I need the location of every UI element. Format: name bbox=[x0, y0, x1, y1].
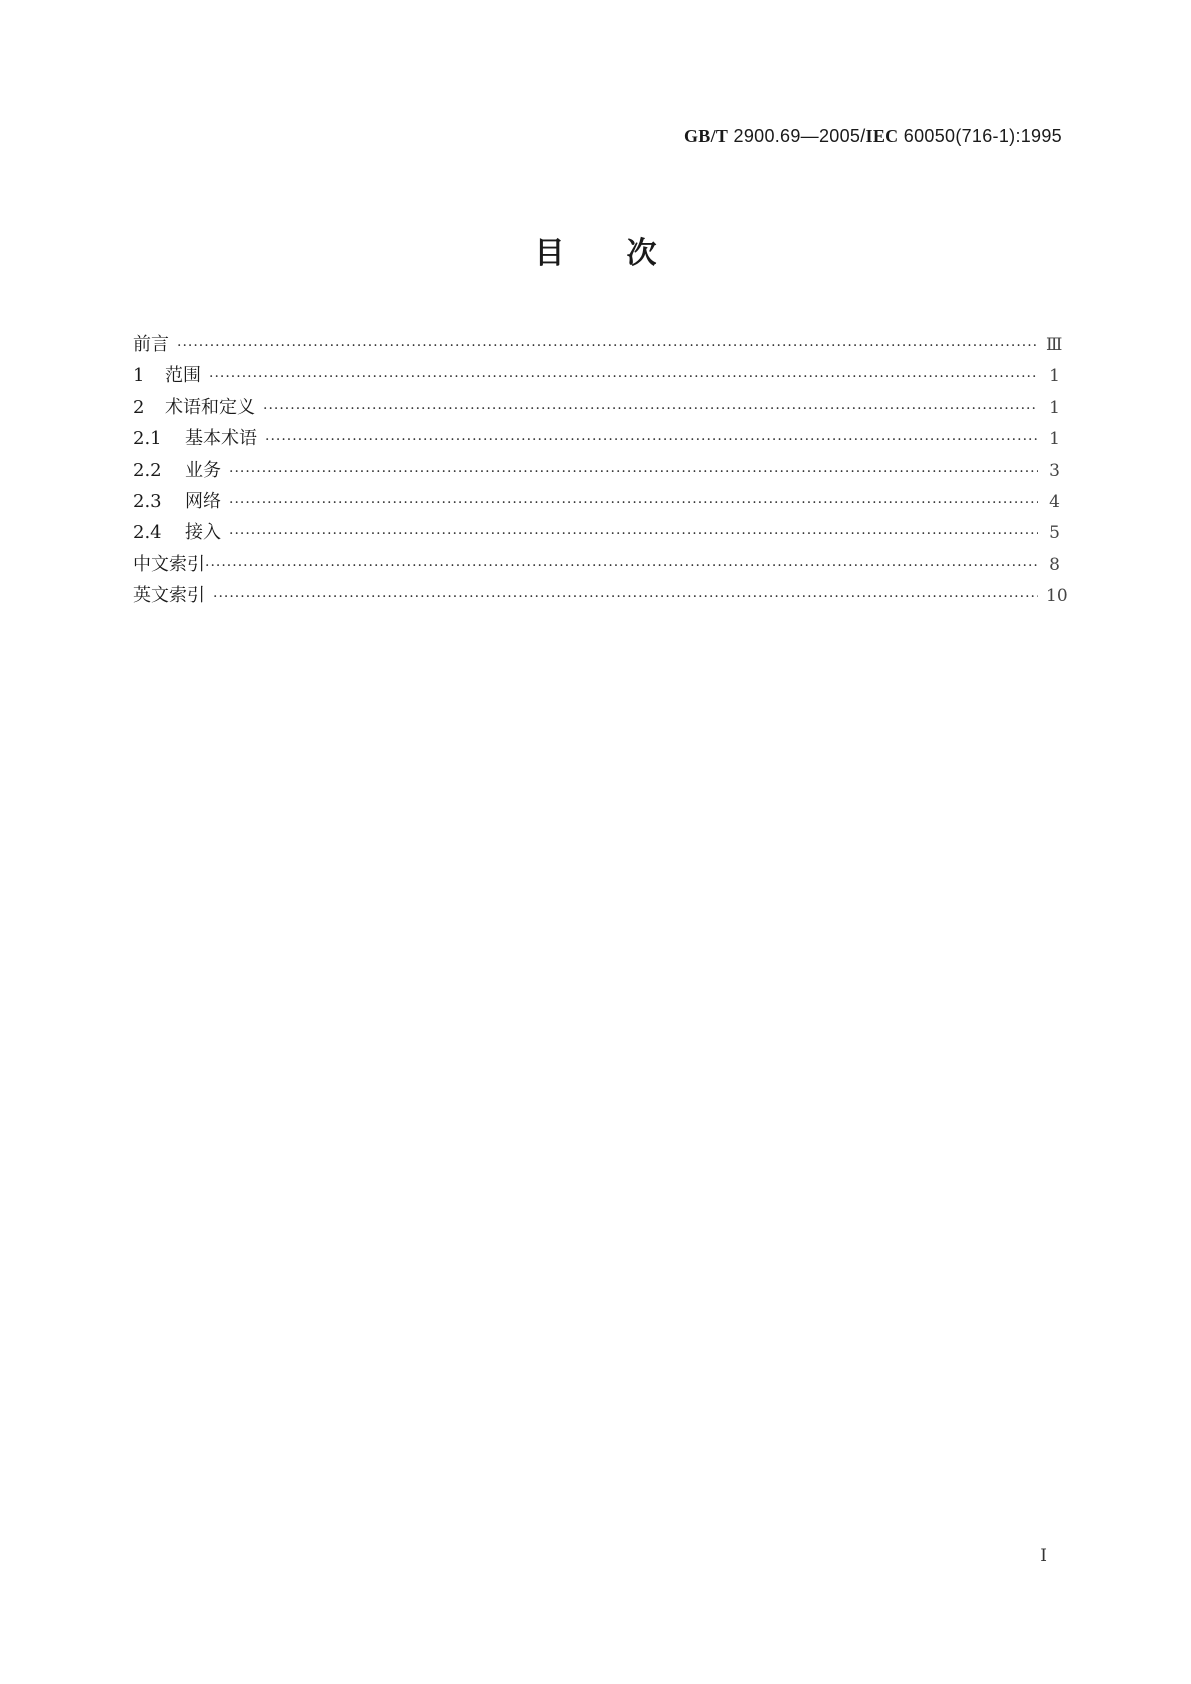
toc-entry-number: 2.4 bbox=[133, 522, 162, 544]
toc-entry-label: 前言 bbox=[133, 334, 169, 355]
standard-prefix: GB/T bbox=[683, 126, 729, 146]
toc-entry-label: 网络 bbox=[185, 490, 221, 512]
table-of-contents bbox=[133, 330, 1068, 613]
toc-entry-page: 4 bbox=[1049, 491, 1060, 512]
toc-entry-network[interactable] bbox=[133, 487, 1060, 518]
toc-entry-scope[interactable] bbox=[133, 361, 1060, 392]
toc-entry-page: 8 bbox=[1049, 554, 1060, 575]
toc-entry-page: 1 bbox=[1049, 397, 1060, 418]
toc-entry-page: 1 bbox=[1049, 429, 1060, 450]
standard-number-header bbox=[684, 126, 1062, 147]
toc-entry-number: 2.1 bbox=[133, 428, 162, 450]
dot-leader bbox=[229, 495, 1038, 511]
toc-entry-page: 10 bbox=[1046, 586, 1068, 607]
toc-entry-foreword[interactable] bbox=[133, 330, 1063, 361]
toc-entry-label: 业务 bbox=[185, 459, 221, 481]
iec-prefix: IEC bbox=[865, 126, 899, 146]
toc-entry-label: 范围 bbox=[165, 365, 201, 387]
toc-entry-page: 5 bbox=[1049, 523, 1060, 544]
toc-entry-page: Ⅲ bbox=[1046, 335, 1063, 355]
toc-entry-services[interactable] bbox=[133, 456, 1060, 487]
dot-leader bbox=[205, 558, 1038, 574]
toc-entry-access[interactable] bbox=[133, 518, 1060, 549]
toc-entry-page: 3 bbox=[1049, 460, 1060, 481]
dot-leader bbox=[209, 369, 1038, 385]
dot-leader bbox=[263, 401, 1038, 417]
dot-leader bbox=[229, 526, 1038, 542]
toc-entry-number: 2 bbox=[133, 396, 145, 418]
toc-entry-label: 基本术语 bbox=[185, 428, 257, 450]
toc-entry-page: 1 bbox=[1049, 366, 1060, 387]
iec-number: 60050(716-1):1995 bbox=[903, 126, 1062, 146]
toc-entry-basic-terms[interactable] bbox=[133, 424, 1060, 455]
toc-title: 目次 bbox=[534, 236, 719, 271]
dot-leader bbox=[265, 432, 1038, 448]
standard-number: 2900.69—2005/ bbox=[733, 126, 866, 146]
toc-entry-english-index[interactable] bbox=[133, 581, 1068, 612]
toc-entry-label: 中文索引 bbox=[133, 553, 205, 575]
dot-leader bbox=[213, 589, 1038, 605]
toc-entry-label: 术语和定义 bbox=[165, 396, 255, 418]
toc-entry-chinese-index[interactable] bbox=[133, 550, 1060, 581]
page-number: Ⅰ bbox=[1040, 1546, 1047, 1565]
toc-entry-number: 1 bbox=[133, 365, 145, 387]
toc-entry-label: 接入 bbox=[185, 522, 221, 544]
dot-leader bbox=[229, 464, 1038, 480]
toc-entry-terms-and-definitions[interactable] bbox=[133, 393, 1060, 424]
toc-entry-label: 英文索引 bbox=[133, 585, 205, 607]
toc-entry-number: 2.2 bbox=[133, 459, 162, 481]
toc-entry-number: 2.3 bbox=[133, 490, 162, 512]
dot-leader bbox=[177, 338, 1038, 354]
